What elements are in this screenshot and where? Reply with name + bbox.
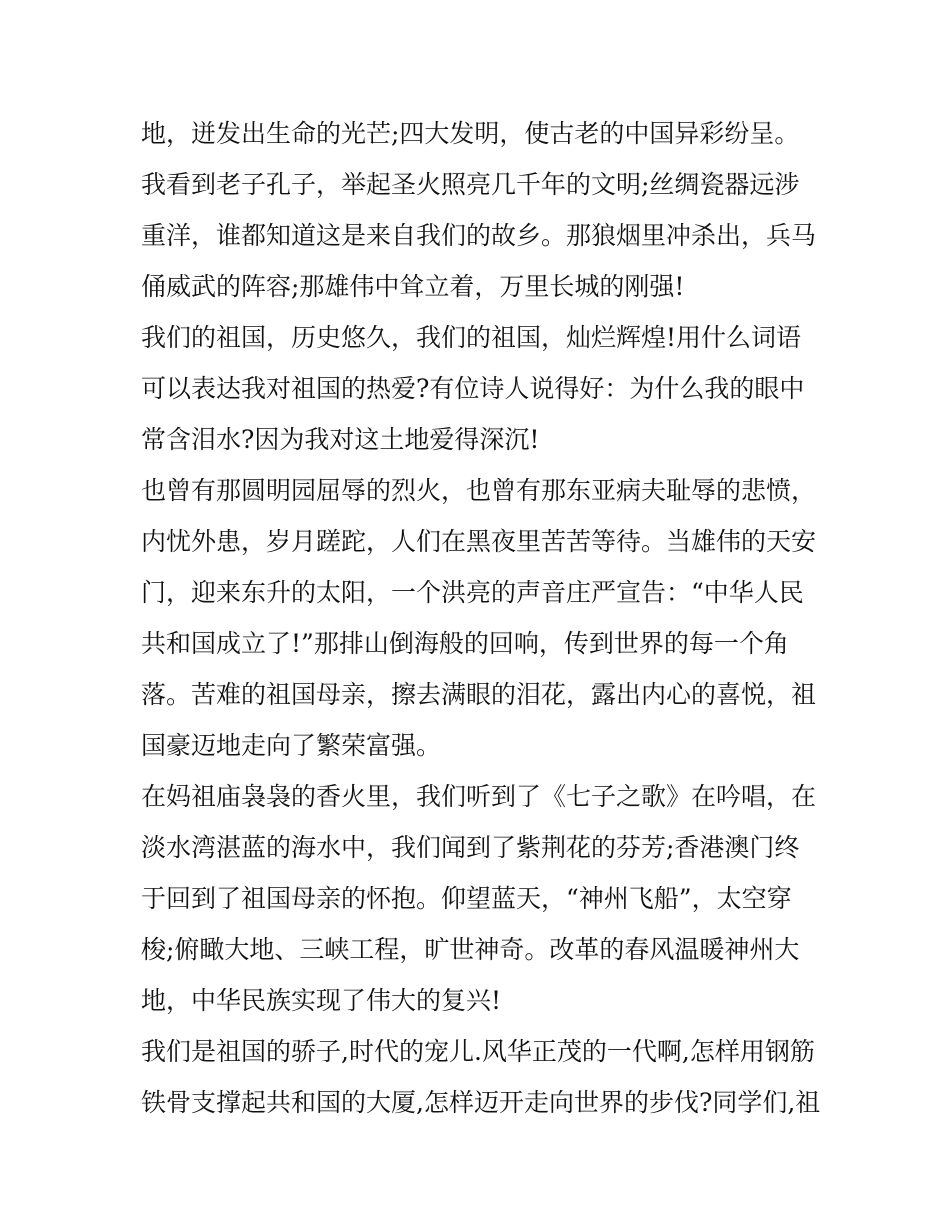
text-line: 共和国成立了!”那排山倒海般的回响，传到世界的每一个角	[141, 629, 789, 658]
text-line: 落。苦难的祖国母亲，擦去满眼的泪花，露出内心的喜悦，祖	[141, 680, 817, 709]
text-line: 地，中华民族实现了伟大的复兴!	[141, 986, 502, 1015]
text-line: 梭;俯瞰大地、三峡工程，旷世神奇。改革的春风温暖神州大	[141, 935, 800, 964]
text-line: 常含泪水?因为我对这土地爱得深沉!	[141, 425, 540, 454]
text-line: 我们是祖国的骄子,时代的宠儿.风华正茂的一代啊,怎样用钢筋	[141, 1037, 815, 1066]
text-line: 于回到了祖国母亲的怀抱。仰望蓝天，“神州飞船”，太空穿	[141, 884, 792, 913]
text-line: 在妈祖庙袅袅的香火里，我们听到了《七子之歌》在吟唱，在	[141, 782, 817, 811]
text-line: 俑威武的阵容;那雄伟中耸立着，万里长城的刚强!	[141, 272, 685, 301]
text-line: 内忧外患，岁月蹉跎，人们在黑夜里苦苦等待。当雄伟的天安	[141, 527, 817, 556]
text-line: 国豪迈地走向了繁荣富强。	[141, 731, 442, 760]
text-line: 地，迸发出生命的光芒;四大发明，使古老的中国异彩纷呈。	[141, 119, 800, 148]
text-line: 也曾有那圆明园屈辱的烈火，也曾有那东亚病夫耻辱的悲愤，	[141, 476, 817, 505]
text-line: 门，迎来东升的太阳，一个洪亮的声音庄严宣告：“中华人民	[141, 578, 804, 607]
text-line: 重洋，谁都知道这是来自我们的故乡。那狼烟里冲杀出，兵马	[141, 221, 817, 250]
text-line: 我们的祖国，历史悠久，我们的祖国，灿烂辉煌!用什么词语	[141, 323, 802, 352]
text-line: 可以表达我对祖国的热爱?有位诗人说得好：为什么我的眼中	[141, 374, 805, 403]
text-line: 淡水湾湛蓝的海水中，我们闻到了紫荆花的芬芳;香港澳门终	[141, 833, 800, 862]
text-line: 我看到老子孔子，举起圣火照亮几千年的文明;丝绸瓷器远涉	[141, 170, 800, 199]
text-line: 铁骨支撑起共和国的大厦,怎样迈开走向世界的步伐?同学们,祖	[141, 1088, 821, 1117]
document-body	[141, 108, 821, 1128]
